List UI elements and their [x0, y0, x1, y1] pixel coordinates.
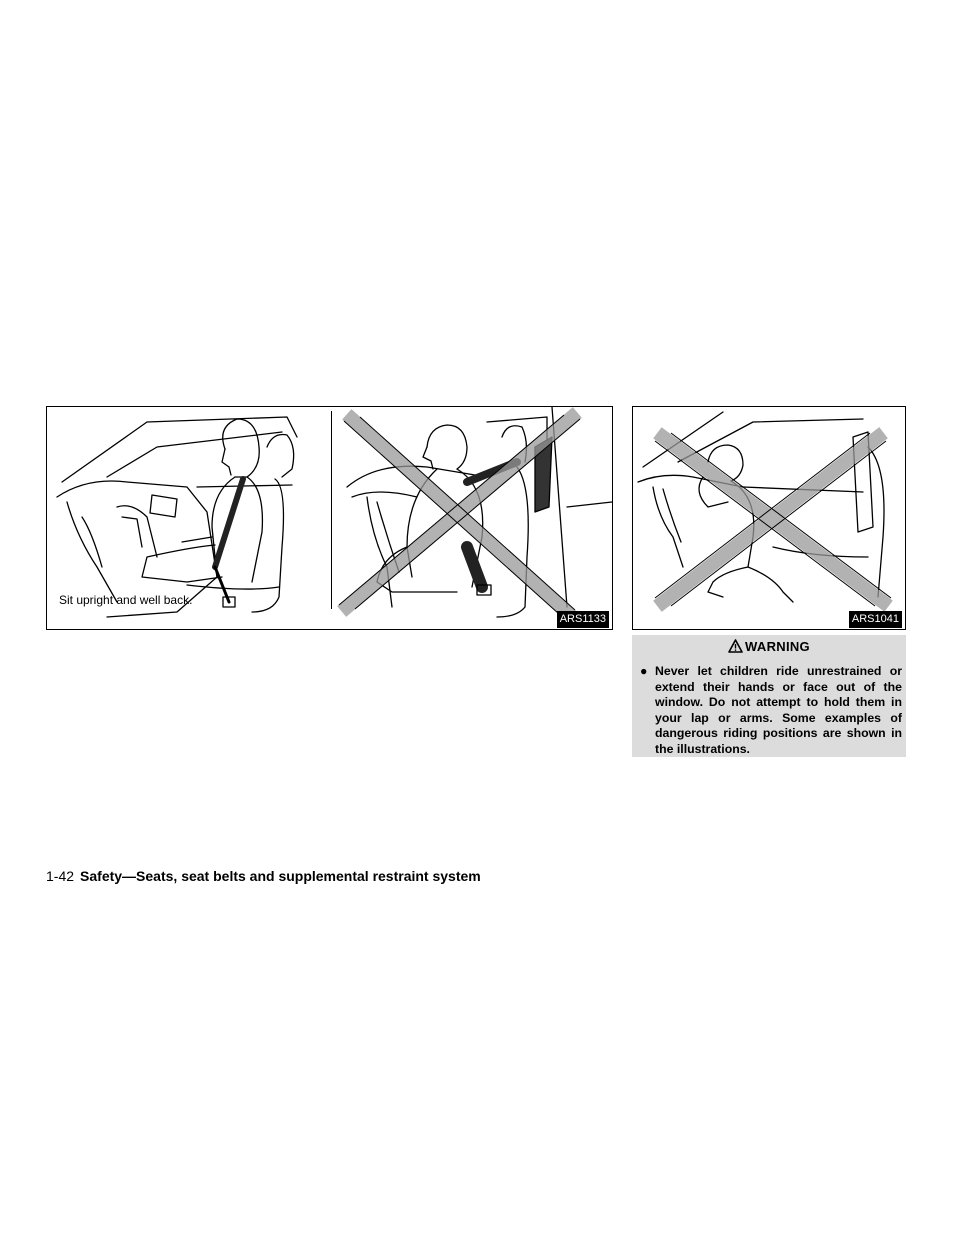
- figure-divider: [331, 411, 332, 609]
- warning-list-item: [640, 664, 902, 758]
- warning-heading: [632, 639, 906, 654]
- section-title: Safety—Seats, seat belts and supplemental restraint system: [80, 868, 481, 884]
- illustration-child-unrestrained: [632, 406, 906, 630]
- illustration-seating-positions: [46, 406, 613, 630]
- illustration-drawing-child: [633, 407, 905, 629]
- figure-caption: Sit upright and well back.: [59, 593, 193, 607]
- figure-code-label: ARS1133: [557, 611, 609, 628]
- page-footer: [46, 868, 481, 884]
- warning-text: Never let children ride unrestrained or extend their hands or face out of the window. Do not attempt to hold them in your lap or arms. Some examples of dangerous riding positions are shown in the illustrations.: [655, 664, 902, 756]
- figure-code-label: ARS1041: [849, 611, 902, 628]
- warning-box: [632, 635, 906, 757]
- warning-triangle-icon: [728, 639, 743, 653]
- bullet-icon: ●: [640, 664, 648, 678]
- page-number: 1-42: [46, 868, 75, 884]
- warning-title: WARNING: [745, 639, 810, 654]
